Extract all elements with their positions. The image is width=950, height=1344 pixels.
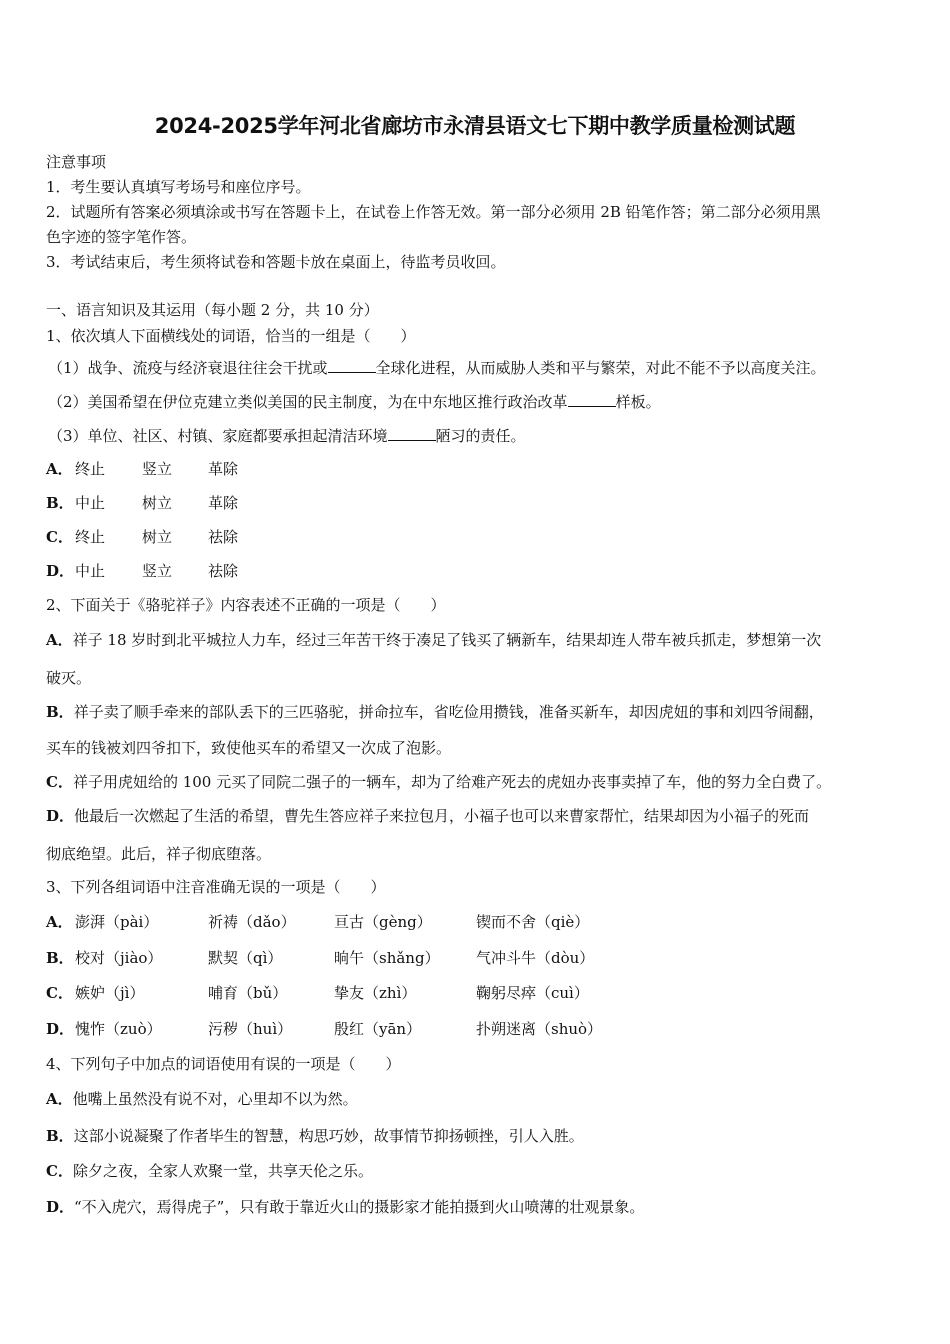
option-word: 终止 — [75, 460, 106, 478]
notice-item: 1．考生要认真填写考场号和座位序号。 — [46, 178, 311, 196]
q3-option-a[interactable] — [46, 912, 646, 932]
option-label: A． — [46, 1090, 73, 1108]
option-word: 终止 — [75, 528, 106, 546]
option-text: 祥子卖了顺手牵来的部队丢下的三匹骆驼，拼命拉车，省吃俭用攒钱，准备买新车，却因虎妞的事和刘四爷闹翻， — [73, 703, 824, 721]
notice-item: 2．试题所有答案必须填涂或书写在答题卡上，在试卷上作答无效。第一部分必须用 2B 铅笔作答；第二部分必须用黑 — [46, 203, 821, 221]
option-cell: 锲而不舍（qiè） — [476, 913, 590, 931]
option-word: 祛除 — [208, 528, 239, 546]
option-label: A． — [46, 460, 73, 478]
option-cell: 挚友（zhì） — [334, 984, 417, 1002]
option-label: C． — [46, 773, 73, 791]
q1-stem: 1、依次填人下面横线处的词语，恰当的一组是（ ） — [46, 327, 416, 345]
option-word: 竖立 — [142, 562, 173, 580]
option-word: 树立 — [142, 494, 173, 512]
option-cell: 澎湃（pài） — [75, 913, 159, 931]
option-text: 他嘴上虽然没有说不对，心里却不以为然。 — [72, 1090, 358, 1108]
q1-s3-part-b: 陋习的责任。 — [435, 427, 526, 445]
q1-s1-part-b: 全球化进程，从而威胁人类和平与繁荣，对此不能不予以高度关注。 — [375, 359, 826, 377]
section-heading: 一、语言知识及其运用（每小题 2 分，共 10 分） — [46, 301, 379, 319]
option-word: 祛除 — [208, 562, 239, 580]
q3-option-d[interactable] — [46, 1019, 646, 1039]
option-word: 革除 — [208, 494, 239, 512]
q4-option-c[interactable] — [46, 1161, 373, 1181]
option-label: B． — [46, 703, 74, 721]
option-label: C． — [46, 528, 73, 546]
option-cell: 殷红（yān） — [334, 1020, 422, 1038]
option-word: 中止 — [75, 494, 106, 512]
fill-blank — [388, 426, 436, 441]
option-text: 祥子用虎妞给的 100 元买了同院二强子的一辆车，却为了给难产死去的虎妞办丧事卖掉了车，他的努力全白费了。 — [72, 773, 832, 791]
q4-option-b[interactable] — [46, 1126, 584, 1146]
option-text: 他最后一次燃起了生活的希望，曹先生答应祥子来拉包月，小福子也可以来曹家帮忙，结果却因为小福子的死而 — [74, 807, 810, 825]
page-title: 2024-2025学年河北省廊坊市永清县语文七下期中教学质量检测试题 — [154, 114, 796, 138]
fill-blank — [328, 358, 376, 373]
option-word: 中止 — [75, 562, 106, 580]
q1-option-d[interactable] — [46, 561, 346, 581]
q1-s2-part-b: 样板。 — [615, 393, 661, 411]
option-label: D． — [46, 1020, 75, 1038]
option-label: A． — [46, 913, 73, 931]
option-cell: 亘古（gèng） — [334, 913, 432, 931]
q1-s1-part-a: （1）战争、流疫与经济衰退往往会干扰或 — [48, 359, 328, 377]
option-label: D． — [46, 807, 75, 825]
q4-option-a[interactable] — [46, 1089, 358, 1109]
q4-option-d[interactable] — [46, 1197, 644, 1217]
option-label: B． — [46, 494, 74, 512]
option-cell: 气冲斗牛（dòu） — [476, 949, 595, 967]
option-cell: 晌午（shǎng） — [334, 949, 440, 967]
option-label: D． — [46, 562, 75, 580]
q1-option-b[interactable] — [46, 493, 346, 513]
q2-option-d-cont: 彻底绝望。此后，祥子彻底堕落。 — [46, 845, 272, 863]
notice-item: 3．考试结束后，考生须将试卷和答题卡放在桌面上，待监考员收回。 — [46, 253, 506, 271]
option-label: D． — [46, 1198, 75, 1216]
option-label: C． — [46, 1162, 73, 1180]
q2-option-b-cont: 买车的钱被刘四爷扣下，致使他买车的希望又一次成了泡影。 — [46, 739, 452, 757]
notice-heading: 注意事项 — [46, 153, 107, 171]
option-cell: 默契（qì） — [208, 949, 283, 967]
fill-blank — [568, 392, 616, 407]
option-label: B． — [46, 1127, 74, 1145]
option-cell: 污秽（huì） — [208, 1020, 293, 1038]
notice-item: 色字迹的签字笔作答。 — [46, 228, 197, 246]
q1-sentence-2 — [48, 392, 661, 412]
q1-s2-part-a: （2）美国希望在伊位克建立类似美国的民主制度，为在中东地区推行政治改革 — [48, 393, 568, 411]
q1-s3-part-a: （3）单位、社区、村镇、家庭都要承担起清洁环境 — [48, 427, 388, 445]
option-label: C． — [46, 984, 73, 1002]
q3-option-c[interactable] — [46, 983, 646, 1003]
q1-sentence-3 — [48, 426, 526, 446]
option-cell: 鞠躬尽瘁（cuì） — [476, 984, 589, 1002]
q4-stem: 4、下列句子中加点的词语使用有误的一项是（ ） — [46, 1055, 401, 1073]
q1-sentence-1 — [48, 358, 826, 378]
q2-option-d[interactable] — [46, 806, 809, 826]
q2-stem: 2、下面关于《骆驼祥子》内容表述不正确的一项是（ ） — [46, 596, 446, 614]
option-cell: 校对（jiào） — [75, 949, 163, 967]
option-text: 这部小说凝聚了作者毕生的智慧，构思巧妙，故事情节抑扬顿挫，引人入胜。 — [73, 1127, 584, 1145]
option-cell: 嫉妒（jì） — [75, 984, 145, 1002]
q2-option-a-cont: 破灭。 — [46, 669, 92, 687]
option-cell: 愧怍（zuò） — [75, 1020, 162, 1038]
option-word: 树立 — [142, 528, 173, 546]
option-word: 革除 — [208, 460, 239, 478]
option-text: “不入虎穴，焉得虎子”，只有敢于靠近火山的摄影家才能拍摄到火山喷薄的壮观景象。 — [74, 1198, 645, 1216]
option-label: B． — [46, 949, 74, 967]
option-cell: 祈祷（dǎo） — [208, 913, 296, 931]
q2-option-b[interactable] — [46, 702, 824, 722]
q3-stem: 3、下列各组词语中注音准确无误的一项是（ ） — [46, 878, 386, 896]
q3-option-b[interactable] — [46, 948, 646, 968]
q2-option-a[interactable] — [46, 630, 821, 650]
option-cell: 扑朔迷离（shuò） — [476, 1020, 603, 1038]
option-text: 除夕之夜，全家人欢聚一堂，共享天伦之乐。 — [72, 1162, 373, 1180]
option-label: A． — [46, 631, 73, 649]
option-word: 竖立 — [142, 460, 173, 478]
option-cell: 哺育（bǔ） — [208, 984, 288, 1002]
q1-option-c[interactable] — [46, 527, 346, 547]
q1-option-a[interactable] — [46, 459, 346, 479]
q2-option-c[interactable] — [46, 772, 831, 792]
option-text: 祥子 18 岁时到北平城拉人力车，经过三年苦干终于凑足了钱买了辆新车，结果却连人带车被兵抓走，梦想第一次 — [72, 631, 822, 649]
